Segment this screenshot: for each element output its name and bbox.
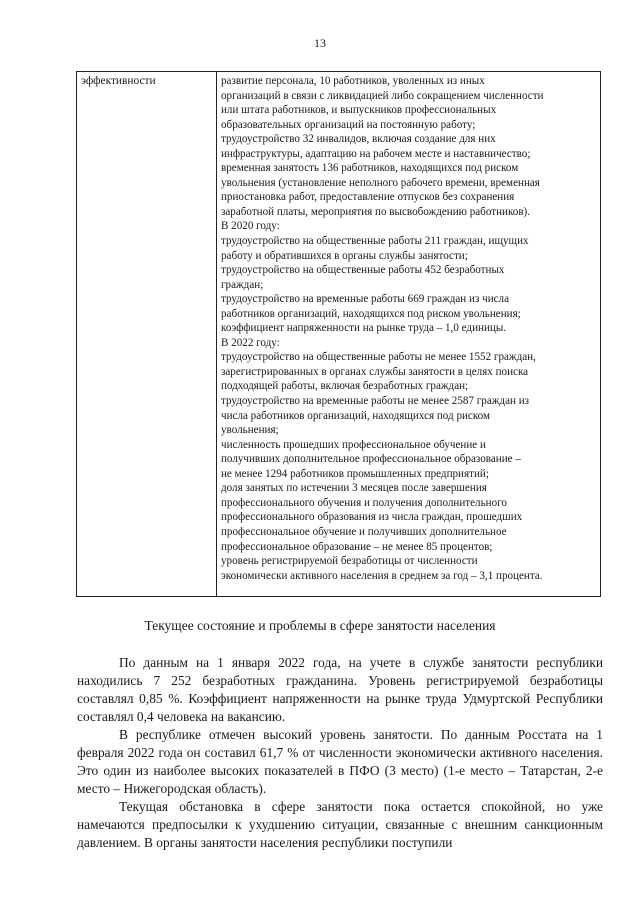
table-line: инфраструктуры, адаптацию на рабочем месте и наставничество; <box>221 147 531 160</box>
table-line: не менее 1294 работников промышленных предприятий; <box>221 467 489 480</box>
table-line: профессионального образования из числа граждан, прошедших <box>221 511 523 524</box>
table-line: увольнения (установление неполного рабочего времени, временная <box>221 176 540 189</box>
table-line: граждан; <box>221 278 264 291</box>
table-line: коэффициент напряженности на рынке труда – 1,0 единицы. <box>221 322 507 335</box>
table-line: организаций в связи с ликвидацией либо сокращением численности <box>221 89 544 102</box>
table-line: профессиональное образование – не менее 85 процентов; <box>221 540 493 553</box>
table-line: профессиональное обучение и получивших дополнительное <box>221 525 507 538</box>
table-line: заработной платы, мероприятия по высвобождению работников). <box>221 205 531 218</box>
indicators-table <box>76 71 601 597</box>
table-line: профессионального обучения и получения дополнительного <box>221 496 507 509</box>
table-line: трудоустройство на общественные работы не менее 1552 граждан, <box>221 351 536 364</box>
table-line: трудоустройство на временные работы 669 граждан из числа <box>221 293 510 306</box>
table-line: подходящей работы, включая безработных граждан; <box>221 380 469 393</box>
body-text <box>77 654 603 853</box>
table-line: работу и обратившихся в органы службы занятости; <box>221 249 468 262</box>
table-line: зарегистрированных в органах службы занятости в целях поиска <box>221 365 529 378</box>
table-line: В 2020 году: <box>221 220 280 233</box>
table-line: временная занятость 136 работников, находящихся под риском <box>221 162 519 175</box>
table-line: экономически активного населения в среднем за год – 3,1 процента. <box>221 569 543 582</box>
table-line: приостановка работ, предоставление отпусков без сохранения <box>221 191 515 204</box>
table-line: получивших дополнительное профессиональное образование – <box>221 453 521 466</box>
table-line: доля занятых по истечении 3 месяцев после завершения <box>221 482 487 495</box>
table-line: уровень регистрируемой безработицы от численности <box>221 555 478 568</box>
paragraph: Текущая обстановка в сфере занятости пока остается спокойной, но уже намечаются предпосылки к ухудшению ситуации, связанные с внешним санкционным давлением. В органы занятости населения республики поступили <box>77 799 603 851</box>
table-line: или штата работников, и выпускников профессиональных <box>221 104 497 117</box>
table-line: числа работников организаций, находящихся под риском <box>221 409 491 422</box>
table-line: работников организаций, находящихся под риском увольнения; <box>221 307 521 320</box>
paragraph: По данным на 1 января 2022 года, на учете в службе занятости республики находились 7 252 безработных гражданина. Уровень регистрируемой безработицы составлял 0,85 %. Коэффициент напряженности на рынке труда Удмуртской Республики составлял 0,4 человека на вакансию. <box>77 655 603 725</box>
table-line: трудоустройство на общественные работы 211 граждан, ищущих <box>221 235 529 248</box>
table-line: трудоустройство на временные работы не менее 2587 граждан из <box>221 395 530 408</box>
table-line: трудоустройство на общественные работы 452 безработных <box>221 264 505 277</box>
paragraph: В республике отмечен высокий уровень занятости. По данным Росстата на 1 февраля 2022 года он составил 61,7 % от численности экономически активного населения. Это один из наиболее высоких показателей в ПФО (3 место) (1-е место – Татарстан, 2-е место – Нижегородская область). <box>77 727 603 797</box>
table-line: численность прошедших профессиональное обучение и <box>221 438 486 451</box>
section-title: Текущее состояние и проблемы в сфере занятости населения <box>144 618 496 633</box>
table-line: трудоустройство 32 инвалидов, включая создание для них <box>221 133 496 146</box>
table-right-cell <box>217 72 600 596</box>
page-number: 13 <box>314 36 326 50</box>
table-line: увольнения; <box>221 424 279 437</box>
table-line: В 2022 году: <box>221 336 280 349</box>
table-left-cell: эффективности <box>77 72 217 596</box>
table-line: образовательных организаций на постоянную работу; <box>221 118 476 131</box>
table-line: развитие персонала, 10 работников, уволенных из иных <box>221 75 485 87</box>
